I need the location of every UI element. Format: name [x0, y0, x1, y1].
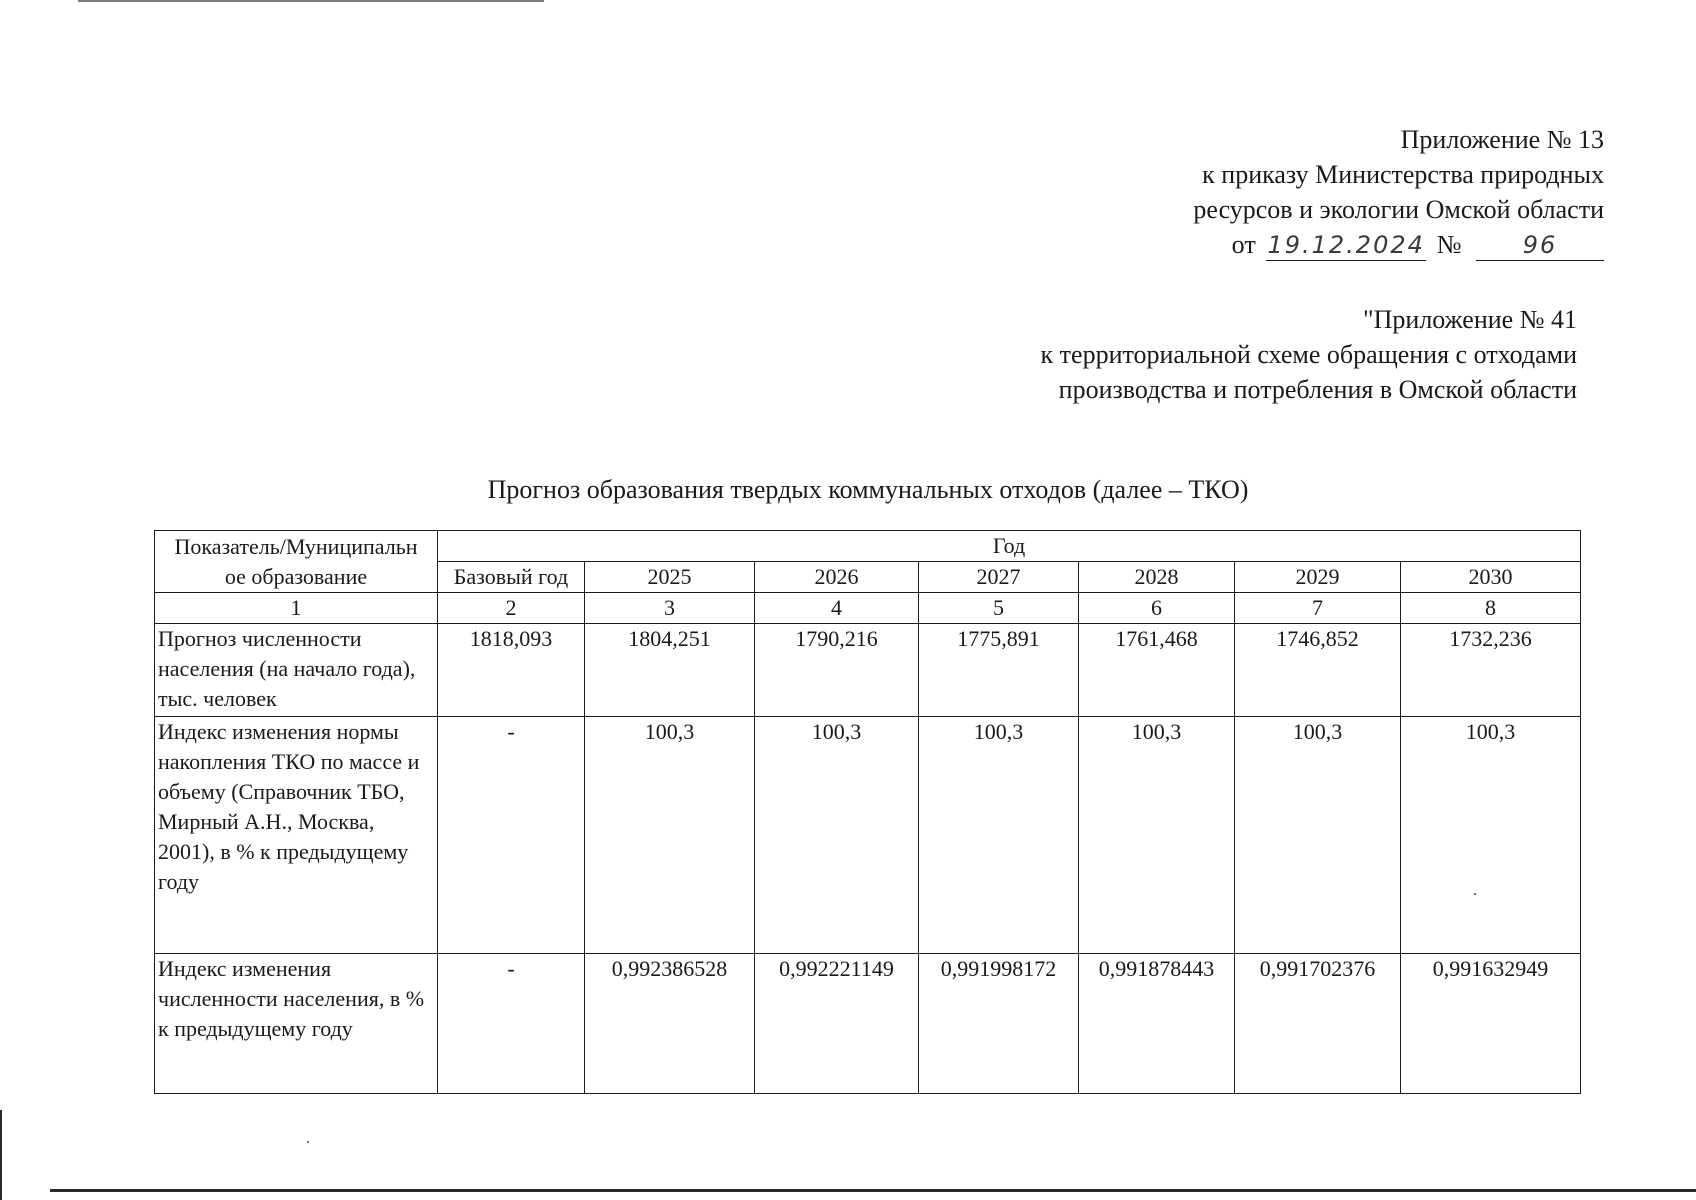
column-number: 1	[155, 593, 438, 624]
column-number: 2	[438, 593, 585, 624]
table-cell: 0,991998172	[919, 954, 1079, 1094]
row-label-accumulation-index: Индекс изменения нормы накопления ТКО по массе и объему (Справочник ТБО, Мирный А.Н., Москва, 2001), в % к предыдущему году	[155, 717, 438, 954]
appendix-41-header	[1041, 302, 1577, 407]
indicator-header-line1: Показатель/Муниципальн	[174, 533, 418, 559]
table-cell: 100,3	[1235, 717, 1401, 954]
scan-speck	[307, 1141, 309, 1143]
appendix-41-scheme: к территориальной схеме обращения с отходами	[1040, 340, 1577, 369]
row-label-population: Прогноз численности населения (на начало года), тыс. человек	[155, 624, 438, 717]
table-cell: 100,3	[919, 717, 1079, 954]
year-header: Год	[438, 531, 1581, 562]
row-label-population-index: Индекс изменения численности населения, в % к предыдущему году	[155, 954, 438, 1094]
table-cell: 100,3	[1401, 717, 1581, 954]
table-cell: 0,991632949	[1401, 954, 1581, 1094]
table-cell: -	[438, 954, 585, 1094]
scan-edge-left	[0, 1110, 2, 1200]
table-cell: 1775,891	[919, 624, 1079, 717]
scan-edge-bottom	[50, 1189, 1696, 1192]
table-cell: 0,992386528	[585, 954, 755, 1094]
from-label: от	[1231, 230, 1256, 259]
table-cell: 1804,251	[585, 624, 755, 717]
table-cell: 1732,236	[1401, 624, 1581, 717]
table-cell: 100,3	[1079, 717, 1235, 954]
column-number: 5	[919, 593, 1079, 624]
table-cell: 1761,468	[1079, 624, 1235, 717]
appendix-41-region: производства и потребления в Омской области	[1058, 375, 1577, 404]
column-number: 4	[755, 593, 919, 624]
column-number: 6	[1079, 593, 1235, 624]
appendix-41-title: "Приложение № 41	[1363, 305, 1577, 334]
table-row	[155, 624, 1581, 717]
handwritten-date: 19.12.2024	[1267, 231, 1425, 259]
appendix-13-order: к приказу Министерства природных	[1202, 160, 1604, 189]
column-number: 8	[1401, 593, 1581, 624]
number-label: №	[1436, 230, 1462, 259]
table-row	[155, 954, 1581, 1094]
table-cell: 100,3	[585, 717, 755, 954]
forecast-table	[154, 530, 1581, 1094]
table-cell: 1818,093	[438, 624, 585, 717]
column-number: 3	[585, 593, 755, 624]
indicator-header-line2: ое образование	[224, 563, 368, 589]
table-cell: 0,992221149	[755, 954, 919, 1094]
column-number-row	[155, 593, 1581, 624]
table-cell: 0,991702376	[1235, 954, 1401, 1094]
appendix-13-date-line	[1193, 227, 1604, 262]
year-2027: 2027	[919, 562, 1079, 593]
year-2026: 2026	[755, 562, 919, 593]
year-2030: 2030	[1401, 562, 1581, 593]
table-cell: 0,991878443	[1079, 954, 1235, 1094]
year-2025: 2025	[585, 562, 755, 593]
table-row	[155, 717, 1581, 954]
column-number: 7	[1235, 593, 1401, 624]
indicator-header	[155, 531, 438, 593]
year-base: Базовый год	[438, 562, 585, 593]
appendix-13-title: Приложение № 13	[1400, 125, 1604, 154]
handwritten-number: 96	[1476, 230, 1604, 261]
table-cell: -	[438, 717, 585, 954]
table-cell: 100,3	[755, 717, 919, 954]
appendix-13-ministry: ресурсов и экологии Омской области	[1193, 195, 1604, 224]
table-cell: 1746,852	[1235, 624, 1401, 717]
table-header-row	[155, 531, 1581, 562]
document-title: Прогноз образования твердых коммунальных отходов (далее – ТКО)	[487, 475, 1249, 504]
table-cell: 1790,216	[755, 624, 919, 717]
appendix-13-header	[1193, 122, 1604, 262]
scan-edge-top	[78, 0, 544, 2]
year-2029: 2029	[1235, 562, 1401, 593]
year-2028: 2028	[1079, 562, 1235, 593]
